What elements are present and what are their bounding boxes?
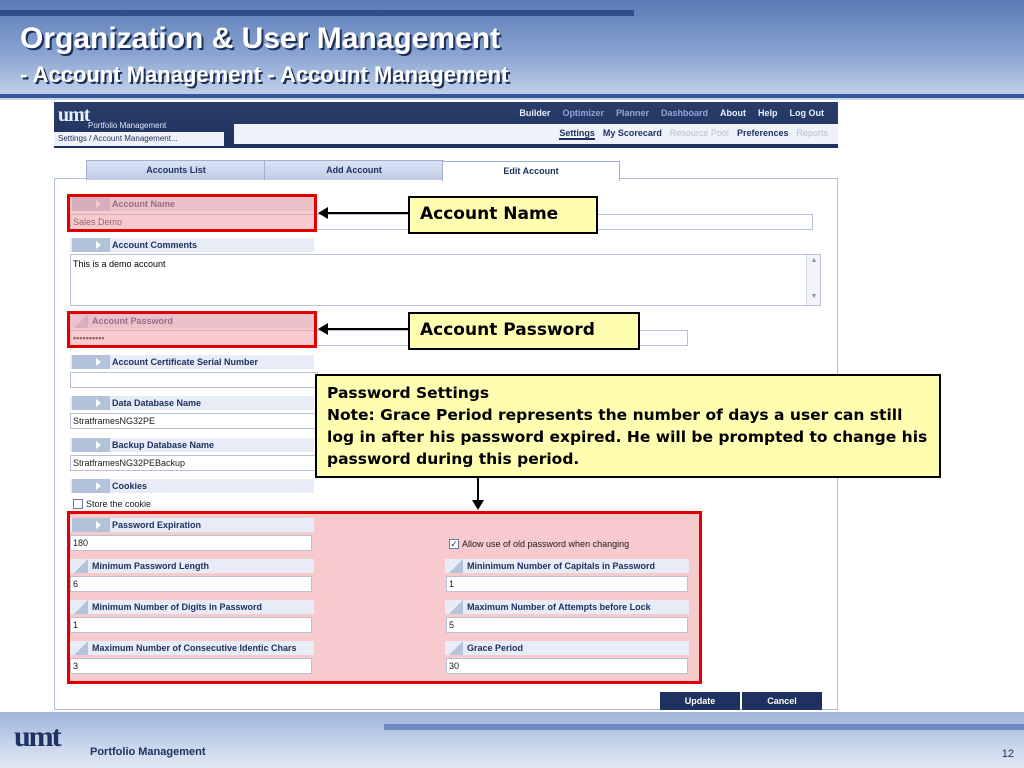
scroll-up-icon[interactable]: ▲ <box>810 257 818 264</box>
tab-edit-account[interactable]: Edit Account <box>442 161 620 181</box>
cert-serial-input[interactable] <box>70 372 318 388</box>
corner-marker-icon <box>447 559 463 573</box>
tab-accounts-list[interactable]: Accounts List <box>86 160 266 180</box>
subnav-settings[interactable]: Settings <box>559 128 595 138</box>
footer-accent-line <box>384 724 1024 730</box>
callout-connector <box>326 328 408 330</box>
min-digits-input[interactable]: 1 <box>70 617 312 633</box>
umt-logo: umt <box>58 104 90 126</box>
expand-arrow-icon <box>72 355 110 369</box>
expand-arrow-icon <box>72 479 110 493</box>
account-comments-textarea[interactable]: This is a demo account ▲ ▼ <box>70 254 821 306</box>
store-cookie-label: Store the cookie <box>86 499 152 509</box>
subnav-reports: Reports <box>796 128 828 138</box>
grace-period-input[interactable]: 30 <box>446 658 688 674</box>
header-divider <box>0 94 1024 98</box>
backup-db-input[interactable]: StratframesNG32PEBackup <box>70 455 318 471</box>
app-logo-subtitle: Portfolio Management <box>88 121 167 130</box>
account-comments-label: Account Comments <box>70 238 314 252</box>
top-nav <box>519 108 824 118</box>
app-header <box>54 102 838 148</box>
subnav-preferences[interactable]: Preferences <box>736 128 789 138</box>
update-button[interactable]: Update <box>660 692 740 710</box>
min-length-label: Minimum Password Length <box>70 559 314 573</box>
slide-subtitle: - Account Management - Account Management <box>20 62 509 87</box>
account-password-callout: Account Password <box>408 312 640 350</box>
slide-title: Organization & User Management <box>20 22 501 55</box>
umt-logo: umt <box>14 720 60 753</box>
max-attempts-input[interactable]: 5 <box>446 617 688 633</box>
callout-note: Note: Grace Period represents the number of days a user can still log in after his password expired. He will be prompted to change his password during this period. <box>327 406 928 468</box>
nav-logout[interactable]: Log Out <box>789 108 824 118</box>
expand-arrow-icon <box>72 438 110 452</box>
nav-planner[interactable]: Planner <box>615 108 649 118</box>
nav-builder[interactable]: Builder <box>519 108 551 118</box>
header-accent-line <box>0 10 634 16</box>
corner-marker-icon <box>72 600 88 614</box>
corner-marker-icon <box>72 641 88 655</box>
expand-arrow-icon <box>72 396 110 410</box>
arrow-head-icon <box>472 500 484 510</box>
slide-header <box>0 0 1024 100</box>
cookies-label: Cookies <box>70 479 314 493</box>
cert-serial-label: Account Certificate Serial Number <box>70 355 314 369</box>
textarea-scrollbar[interactable] <box>806 255 820 305</box>
subnav-my-scorecard[interactable]: My Scorecard <box>602 128 662 138</box>
callout-connector <box>477 478 479 502</box>
min-capitals-input[interactable]: 1 <box>446 576 688 592</box>
tab-add-account[interactable]: Add Account <box>264 160 444 180</box>
min-length-input[interactable]: 6 <box>70 576 312 592</box>
nav-dashboard[interactable]: Dashboard <box>660 108 708 118</box>
password-expiration-label: Password Expiration <box>70 518 314 532</box>
page-number: 12 <box>1001 748 1014 760</box>
account-password-highlight <box>67 311 317 348</box>
expand-arrow-icon <box>72 238 110 252</box>
callout-title: Password Settings <box>327 384 490 402</box>
nav-about[interactable]: About <box>719 108 746 118</box>
max-consecutive-label: Maximum Number of Consecutive Identic Chars <box>70 641 314 655</box>
corner-marker-icon <box>447 641 463 655</box>
nav-help[interactable]: Help <box>757 108 778 118</box>
subnav-resource-pool: Resource Pool <box>669 128 729 138</box>
allow-old-password-label: Allow use of old password when changing <box>462 539 630 549</box>
min-capitals-label: Mininimum Number of Capitals in Password <box>445 559 689 573</box>
cancel-button[interactable]: Cancel <box>742 692 822 710</box>
data-db-input[interactable]: StratframesNG32PE <box>70 413 318 429</box>
password-expiration-input[interactable]: 180 <box>70 535 312 551</box>
allow-old-password-checkbox[interactable]: ✓ <box>450 539 458 549</box>
corner-marker-icon <box>447 600 463 614</box>
sub-nav <box>559 128 828 140</box>
password-settings-callout <box>315 374 941 478</box>
min-digits-label: Minimum Number of Digits in Password <box>70 600 314 614</box>
backup-db-label: Backup Database Name <box>70 438 314 452</box>
slide-footer <box>0 712 1024 768</box>
scroll-down-icon[interactable]: ▼ <box>810 293 818 300</box>
account-name-highlight <box>67 194 317 232</box>
expand-arrow-icon <box>72 518 110 532</box>
grace-period-label: Grace Period <box>445 641 689 655</box>
callout-connector <box>326 212 408 214</box>
max-consecutive-input[interactable]: 3 <box>70 658 312 674</box>
corner-marker-icon <box>72 559 88 573</box>
account-name-callout: Account Name <box>408 196 598 234</box>
max-attempts-label: Maximum Number of Attempts before Lock <box>445 600 689 614</box>
nav-optimizer[interactable]: Optimizer <box>562 108 604 118</box>
data-db-label: Data Database Name <box>70 396 314 410</box>
breadcrumb: Settings / Account Management... <box>54 132 224 146</box>
footer-text: Portfolio Management <box>90 746 206 758</box>
store-cookie-checkbox[interactable] <box>73 499 83 509</box>
app-top-bar <box>54 102 838 148</box>
